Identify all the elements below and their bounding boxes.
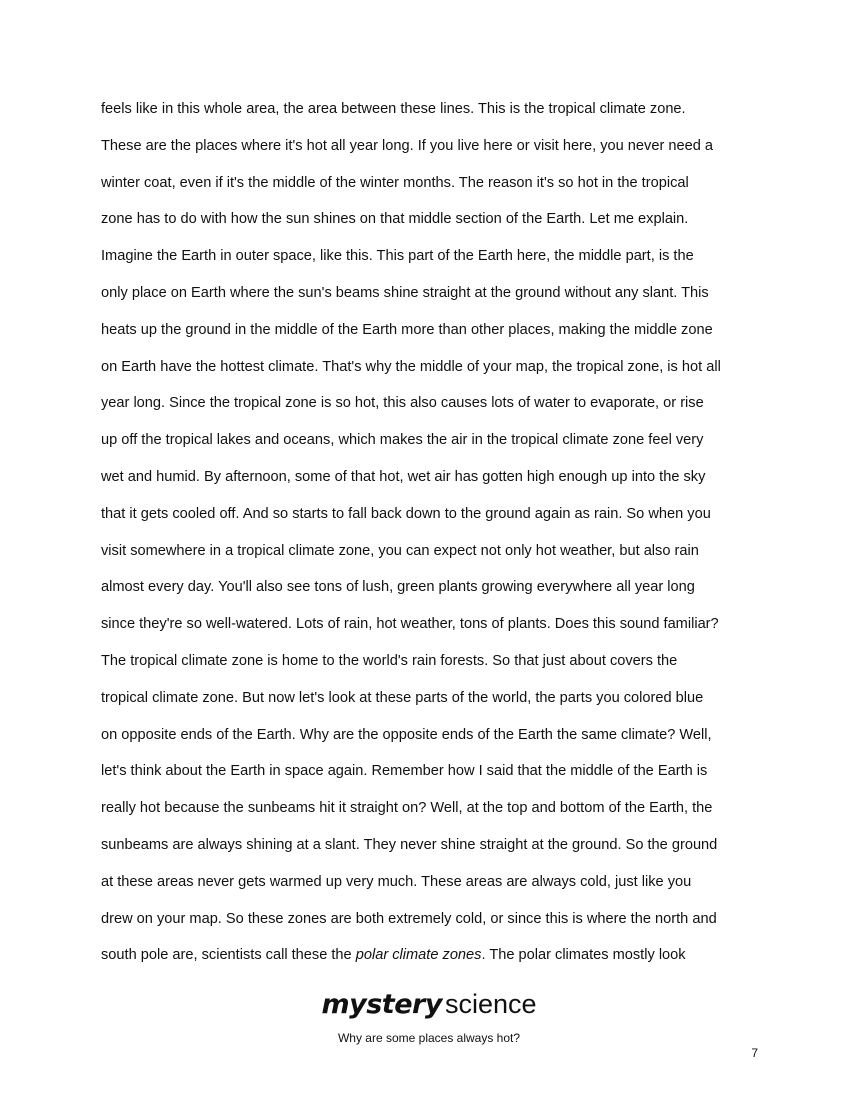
text-line: drew on your map. So these zones are both extremely cold, or since this is where the north and: [101, 910, 717, 927]
text-line: since they're so well-watered. Lots of rain, hot weather, tons of plants. Does this sound familiar?: [101, 616, 719, 633]
text-line: on opposite ends of the Earth. Why are the opposite ends of the Earth the same climate? Well,: [101, 726, 712, 743]
page-number: 7: [751, 1046, 758, 1060]
text-segment: south pole are, scientists call these the: [101, 947, 356, 964]
text-line: tropical climate zone. But now let's look at these parts of the world, the parts you colored blue: [101, 689, 704, 706]
text-line: wet and humid. By afternoon, some of that hot, wet air has gotten high enough up into the sky: [101, 468, 706, 485]
lesson-title-footer: Why are some places always hot?: [337, 1031, 521, 1045]
text-line: year long. Since the tropical zone is so hot, this also causes lots of water to evaporate, or rise: [101, 395, 704, 412]
text-line: winter coat, even if it's the middle of the winter months. The reason it's so hot in the tropical: [101, 174, 689, 191]
text-line: The tropical climate zone is home to the world's rain forests. So that just about covers the: [101, 652, 678, 669]
text-line: on Earth have the hottest climate. That's why the middle of your map, the tropical zone, is hot all: [101, 358, 721, 375]
text-line: almost every day. You'll also see tons of lush, green plants growing everywhere all year long: [101, 579, 695, 596]
text-line: heats up the ground in the middle of the Earth more than other places, making the middle zone: [101, 321, 713, 338]
emphasized-term: polar climate zones: [355, 947, 482, 964]
mystery-science-logo: [0, 988, 858, 1021]
text-line: visit somewhere in a tropical climate zone, you can expect not only hot weather, but also rain: [101, 542, 699, 559]
transcript-text: [101, 96, 781, 979]
logo-word-mystery: mystery: [321, 989, 442, 1020]
text-line: that it gets cooled off. And so starts to fall back down to the ground again as rain. So when you: [101, 505, 711, 522]
logo-word-science: science: [444, 989, 537, 1019]
text-line-last: [101, 942, 781, 979]
text-line: Imagine the Earth in outer space, like this. This part of the Earth here, the middle part, is the: [101, 248, 694, 265]
text-line: only place on Earth where the sun's beams shine straight at the ground without any slant. This: [101, 284, 709, 301]
text-line: up off the tropical lakes and oceans, which makes the air in the tropical climate zone feel very: [101, 432, 704, 449]
text-line: at these areas never gets warmed up very much. These areas are always cold, just like you: [101, 873, 692, 890]
text-segment: . The polar climates mostly look: [481, 947, 686, 964]
text-line: zone has to do with how the sun shines on that middle section of the Earth. Let me explain.: [101, 211, 689, 228]
text-line: really hot because the sunbeams hit it straight on? Well, at the top and bottom of the Earth, the: [101, 800, 713, 817]
text-line: feels like in this whole area, the area between these lines. This is the tropical climate zone.: [101, 101, 686, 117]
text-line: These are the places where it's hot all year long. If you live here or visit here, you never need a: [101, 137, 714, 154]
text-line: sunbeams are always shining at a slant. They never shine straight at the ground. So the ground: [101, 836, 718, 853]
text-line: let's think about the Earth in space again. Remember how I said that the middle of the Earth is: [101, 763, 708, 780]
